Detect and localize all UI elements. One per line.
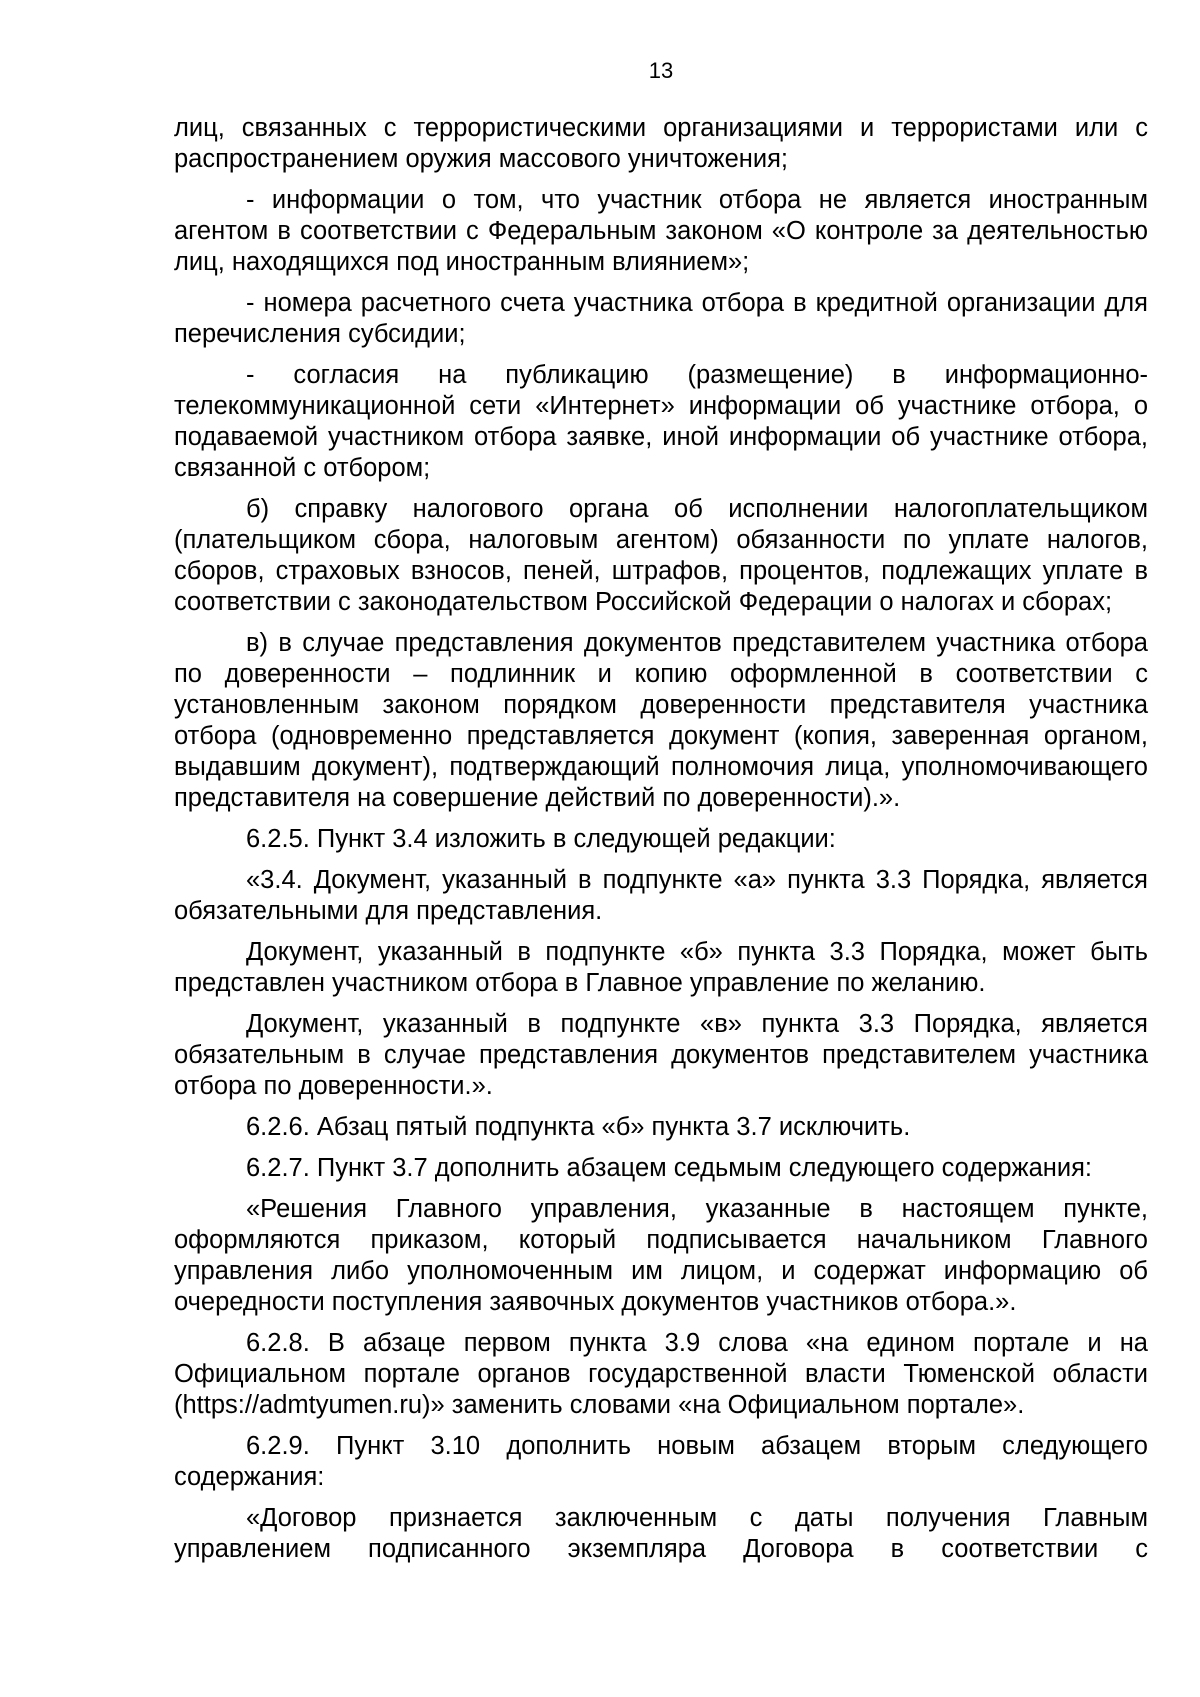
paragraph: Документ, указанный в подпункте «в» пункта 3.3 Порядка, является обязательным в случае представления документов представителем участника отбора по доверенности.».: [174, 1010, 1148, 1100]
paragraph: - согласия на публикацию (размещение) в информационно-телекоммуникационной сети «Интернет» информации об участнике отбора, о подаваемой участником отбора заявке, иной информации об участнике отбора, связанной с отбором;: [174, 361, 1148, 482]
paragraph: «Договор признается заключенным с даты получения Главным управлением подписанного экземпляра Договора в соответствии с: [174, 1504, 1148, 1563]
paragraph: 6.2.5. Пункт 3.4 изложить в следующей редакции:: [246, 825, 836, 853]
document-body: [174, 113, 1148, 1575]
paragraph: лиц, связанных с террористическими организациями и террористами или с распространением оружия массового уничтожения;: [174, 114, 1148, 173]
paragraph: 6.2.7. Пункт 3.7 дополнить абзацем седьмым следующего содержания:: [246, 1154, 1093, 1182]
paragraph: 6.2.8. В абзаце первом пункта 3.9 слова «на едином портале и на Официальном портале органов государственной власти Тюменской области (https://admtyumen.ru)» заменить словами «на Официальном портале».: [174, 1329, 1148, 1419]
page-number: 13: [648, 58, 674, 83]
paragraph: - номера расчетного счета участника отбора в кредитной организации для перечисления субсидии;: [174, 289, 1148, 348]
paragraph: 6.2.6. Абзац пятый подпункта «б» пункта 3.7 исключить.: [246, 1113, 911, 1141]
paragraph: «Решения Главного управления, указанные в настоящем пункте, оформляются приказом, который подписывается начальником Главного управления либо уполномоченным им лицом, и содержат информацию об очередности поступления заявочных документов участников отбора.».: [174, 1195, 1148, 1316]
paragraph: б) справку налогового органа об исполнении налогоплательщиком (плательщиком сбора, налоговым агентом) обязанности по уплате налогов, сборов, страховых взносов, пеней, штрафов, процентов, подлежащих уплате в соответствии с законодательством Российской Федерации о налогах и сборах;: [174, 495, 1148, 616]
paragraph: - информации о том, что участник отбора не является иностранным агентом в соответствии с Федеральным законом «О контроле за деятельностью лиц, находящихся под иностранным влиянием»;: [174, 186, 1148, 276]
paragraph: в) в случае представления документов представителем участника отбора по доверенности – подлинник и копию оформленной в соответствии с установленным законом порядком доверенности представителя участника отбора (одновременно представляется документ (копия, заверенная органом, выдавшим документ), подтверждающий полномочия лица, уполномочивающего представителя на совершение действий по доверенности).».: [174, 629, 1148, 812]
paragraph: Документ, указанный в подпункте «б» пункта 3.3 Порядка, может быть представлен участником отбора в Главное управление по желанию.: [174, 938, 1148, 997]
paragraph: 6.2.9. Пункт 3.10 дополнить новым абзацем вторым следующего содержания:: [174, 1432, 1148, 1491]
paragraph: «3.4. Документ, указанный в подпункте «а» пункта 3.3 Порядка, является обязательными для представления.: [174, 866, 1148, 925]
